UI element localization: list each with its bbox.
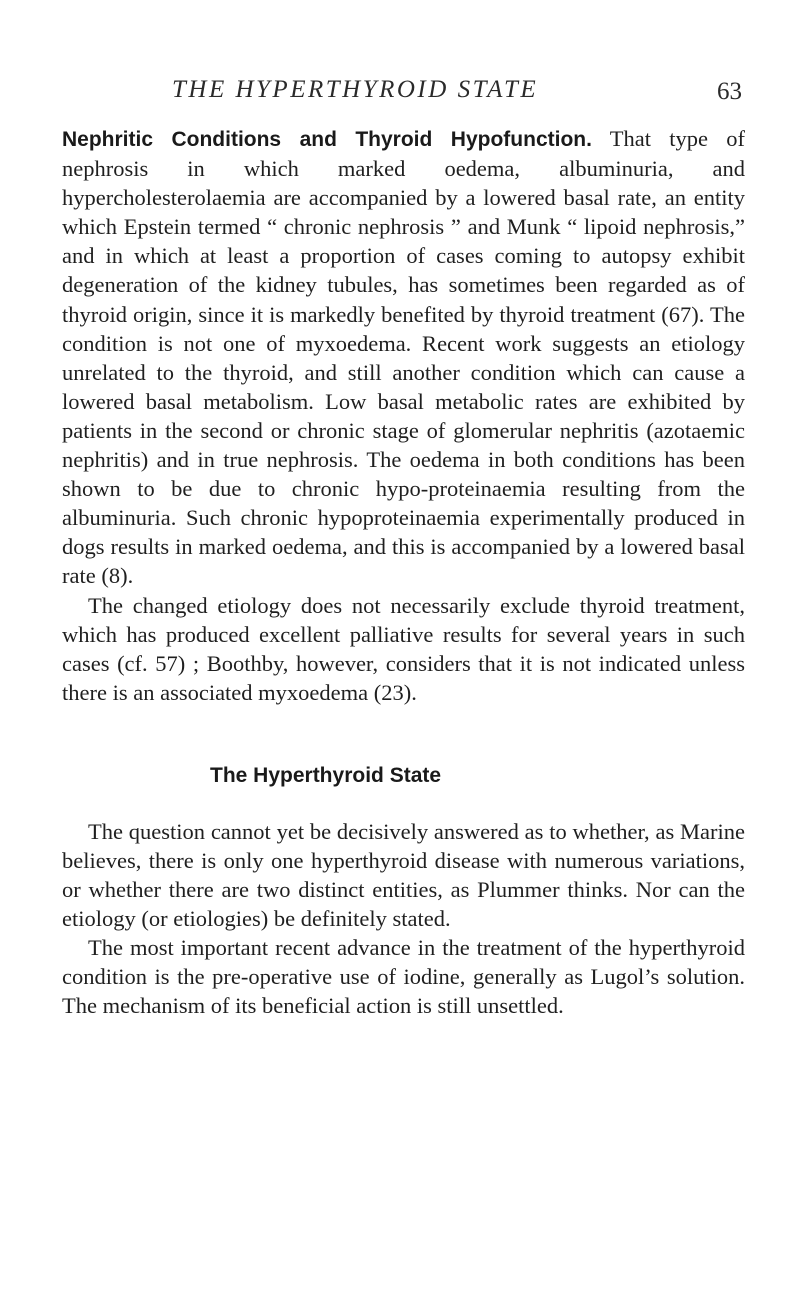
- nephritic-paragraph-1-text: That type of nephrosis in which marked oedema, albuminuria, and hypercholesterolaemia are accompanied by a lowered basal rate, an entity which Epstein termed “ chronic nephrosis ” and Munk “ lipoid nephrosis,” and in which at least a proportion of cases coming to autopsy exhibit degeneration of the kidney tubules, has sometimes been regarded as of thyroid origin, since it is markedly benefited by thyroid treatment (67). The condition is not one of myxoedema. Recent work suggests an etiology unrelated to the thyroid, and still another condition which can cause a lowered basal metabolism. Low basal metabolic rates are exhibited by patients in the second or chronic stage of glomerular nephritis (azotaemic nephritis) and in true nephrosis. The oedema in both conditions has been shown to be due to chronic hypo-proteinaemia resulting from the albuminuria. Such chronic hypoproteinaemia experimentally produced in dogs results in marked oedema, and this is accompanied by a lowered basal rate (8).: [62, 126, 745, 589]
- hyperthyroid-paragraph-2: The most important recent advance in the treatment of the hyperthyroid condition is the pre-operative use of iodine, generally as Lugol’s solution. The mechanism of its beneficial action is still unsettled.: [62, 935, 745, 1019]
- page-header: [62, 76, 742, 116]
- nephritic-paragraph-1: [62, 124, 745, 591]
- running-head: THE HYPERTHYROID STATE: [172, 76, 539, 103]
- run-in-heading: Nephritic Conditions and Thyroid Hypofunction.: [62, 128, 592, 151]
- section-heading: The Hyperthyroid State: [210, 763, 442, 787]
- hyperthyroid-paragraph-1: The question cannot yet be decisively answered as to whether, as Marine believes, there is only one hyperthyroid disease with numerous variations, or whether there are two distinct entities, as Plummer thinks. Nor can the etiology (or etiologies) be definitely stated.: [62, 818, 745, 932]
- page-number: 63: [717, 78, 742, 105]
- nephritic-paragraph-2: The changed etiology does not necessarily exclude thyroid treatment, which has produced excellent palliative results for several years in such cases (cf. 57) ; Boothby, however, considers that it is not indicated unless there is an associated myxoedema (23).: [62, 592, 745, 705]
- page-body: [62, 124, 745, 1021]
